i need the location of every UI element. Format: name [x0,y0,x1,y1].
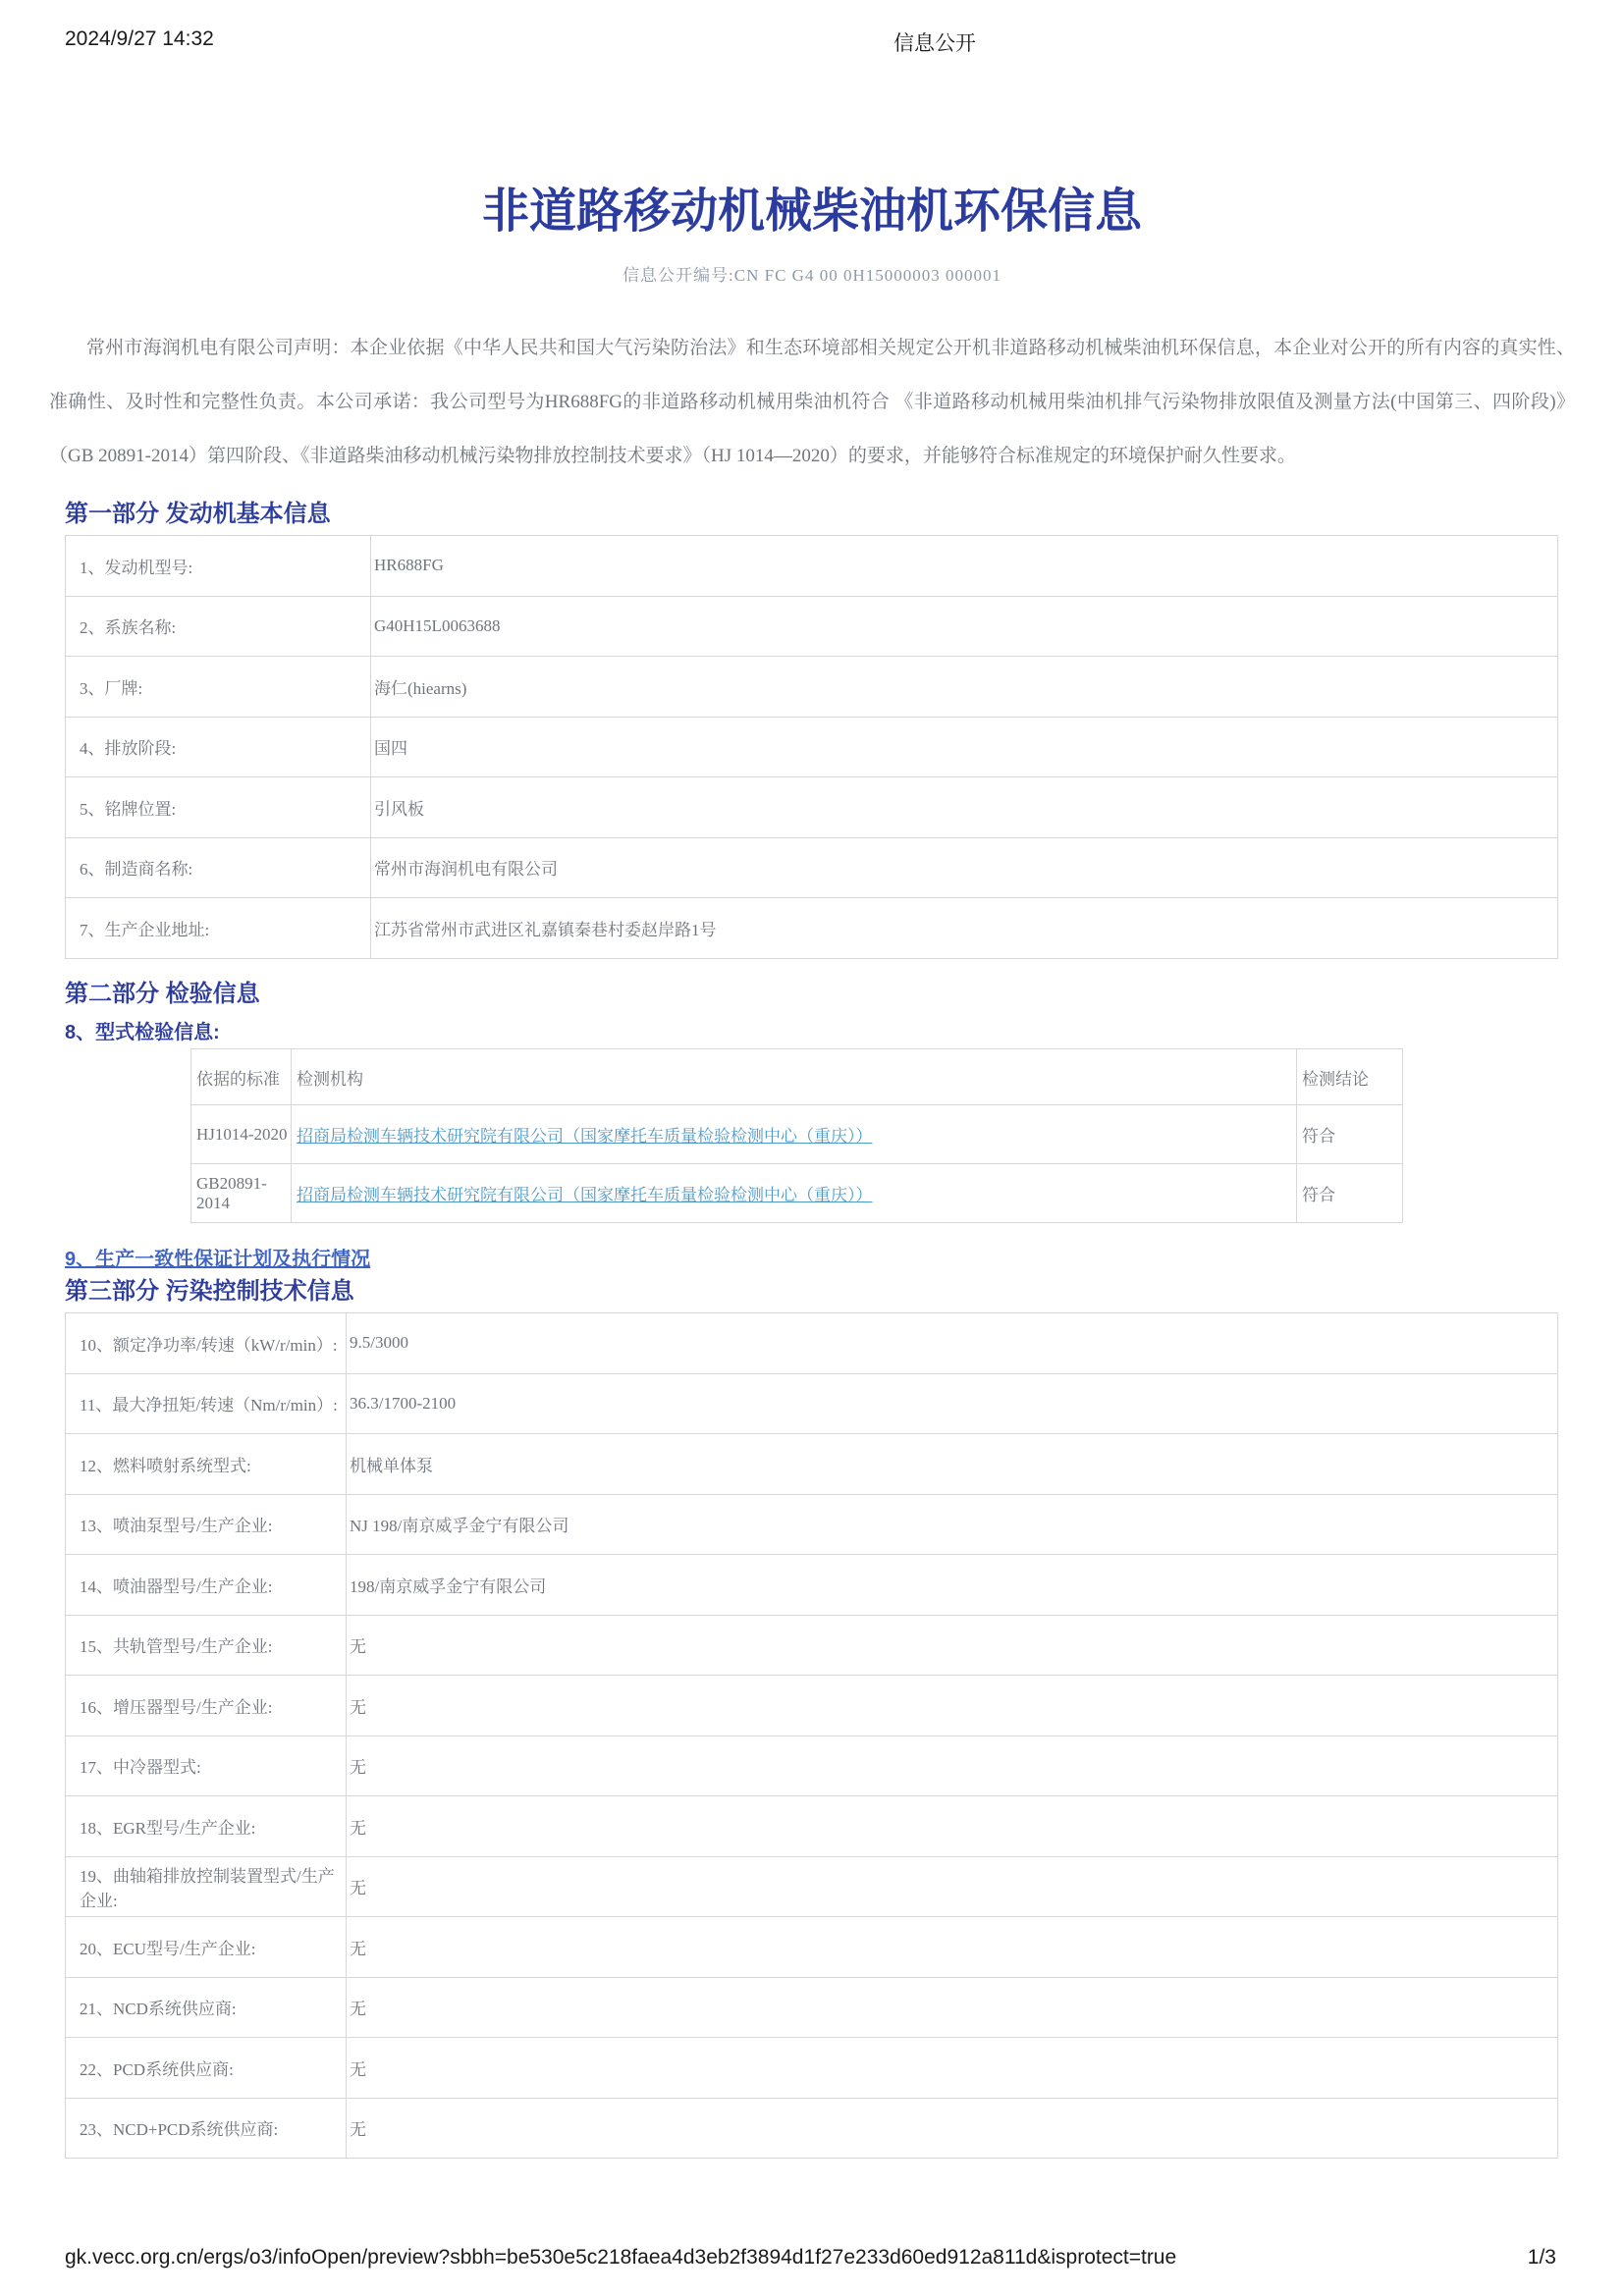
table-row [66,1735,1558,1796]
table-row [66,1917,1558,1978]
table-row [66,1977,1558,2038]
table-row [66,657,1558,718]
agency-link[interactable]: 招商局检测车辆技术研究院有限公司（国家摩托车质量检验检测中心（重庆）） [297,1127,873,1146]
column-header-standard: 依据的标准 [191,1049,292,1105]
table-row [66,898,1558,959]
row-label: 20、ECU型号/生产企业: [66,1917,347,1978]
row-value: 36.3/1700-2100 [347,1373,1558,1434]
footer-page-indicator: 1/3 [1527,2246,1556,2269]
page-title: 非道路移动机械柴油机环保信息 [481,186,1142,238]
row-label: 4、排放阶段: [66,717,371,777]
type-test-subheading: 8、型式检验信息: [65,1022,220,1043]
table-row [66,1313,1558,1374]
engine-info-table [65,535,1558,959]
section2-heading: 第二部分 检验信息 [65,981,260,1007]
table-row [66,596,1558,657]
print-datetime: 2024/9/27 14:32 [65,27,214,50]
footer-url: gk.vecc.org.cn/ergs/o3/infoOpen/preview?sbbh=be530e5c218faea4d3eb2f3894d1f27e233d60ed912a811d&isprotect=true [65,2246,1177,2269]
table-row [66,2038,1558,2099]
row-label: 22、PCD系统供应商: [66,2038,347,2099]
print-header-title: 信息公开 [893,32,976,55]
row-label: 6、制造商名称: [66,837,371,898]
row-label: 5、铭牌位置: [66,777,371,838]
row-value: 无 [347,2038,1558,2099]
pollution-control-table [65,1312,1558,2159]
table-row [66,777,1558,838]
row-value: 无 [347,1856,1558,1917]
row-value: 江苏省常州市武进区礼嘉镇秦巷村委赵岸路1号 [371,898,1558,959]
row-label: 13、喷油泵型号/生产企业: [66,1494,347,1555]
table-row [66,1373,1558,1434]
row-value: HR688FG [371,536,1558,597]
row-value: 机械单体泵 [347,1434,1558,1495]
table-row [191,1164,1403,1223]
row-value: 引风板 [371,777,1558,838]
table-row [191,1105,1403,1164]
result-cell: 符合 [1297,1105,1403,1164]
table-row [66,1434,1558,1495]
row-value: 9.5/3000 [347,1313,1558,1374]
type-test-table [190,1048,1403,1223]
section1-heading: 第一部分 发动机基本信息 [65,501,331,527]
row-value: 无 [347,1917,1558,1978]
agency-cell [292,1164,1297,1223]
row-label: 14、喷油器型号/生产企业: [66,1555,347,1616]
row-label: 2、系族名称: [66,596,371,657]
result-cell: 符合 [1297,1164,1403,1223]
row-label: 15、共轨管型号/生产企业: [66,1615,347,1676]
row-value: 198/南京威孚金宁有限公司 [347,1555,1558,1616]
table-row [66,837,1558,898]
row-label: 3、厂牌: [66,657,371,718]
row-label: 23、NCD+PCD系统供应商: [66,2098,347,2159]
row-value: G40H15L0063688 [371,596,1558,657]
section3-heading: 第三部分 污染控制技术信息 [65,1278,354,1305]
row-value: NJ 198/南京威孚金宁有限公司 [347,1494,1558,1555]
row-value: 无 [347,1735,1558,1796]
production-conformity-link[interactable]: 9、生产一致性保证计划及执行情况 [65,1249,371,1270]
row-label: 18、EGR型号/生产企业: [66,1796,347,1857]
row-label: 1、发动机型号: [66,536,371,597]
table-row [66,1676,1558,1736]
table-row [66,1856,1558,1917]
column-header-result: 检测结论 [1297,1049,1403,1105]
column-header-agency: 检测机构 [292,1049,1297,1105]
table-row [66,1796,1558,1857]
table-row [66,536,1558,597]
standard-cell: GB20891-2014 [191,1164,292,1223]
table-row [66,1494,1558,1555]
table-header-row [191,1049,1403,1105]
row-value: 无 [347,2098,1558,2159]
row-value: 无 [347,1615,1558,1676]
declaration-paragraph: 常州市海润机电有限公司声明：本企业依据《中华人民共和国大气污染防治法》和生态环境部相关规定公开机非道路移动机械柴油机环保信息，本企业对公开的所有内容的真实性、准确性、及时性和完整性负责。本公司承诺：我公司型号为HR688FG的非道路移动机械用柴油机符合 《非道路移动机械用柴油机排气污染物排放限值及测量方法(中国第三、四阶段)》（GB 20891-2014）第四阶段、《非道路柴油移动机械污染物排放控制技术要求》（HJ 1014—2020）的要求，并能够符合标准规定的环境保护耐久性要求。 [49,338,1575,466]
row-label: 7、生产企业地址: [66,898,371,959]
table-row [66,1615,1558,1676]
agency-link[interactable]: 招商局检测车辆技术研究院有限公司（国家摩托车质量检验检测中心（重庆）） [297,1186,873,1204]
row-value: 无 [347,1676,1558,1736]
row-value: 海仁(hiearns) [371,657,1558,718]
row-value: 常州市海润机电有限公司 [371,837,1558,898]
row-value: 无 [347,1977,1558,2038]
agency-cell [292,1105,1297,1164]
row-value: 国四 [371,717,1558,777]
table-row [66,1555,1558,1616]
row-label: 11、最大净扭矩/转速（Nm/r/min）: [66,1373,347,1434]
doc-number: 信息公开编号:CN FC G4 00 0H15000003 000001 [623,266,1001,285]
row-label: 17、中冷器型式: [66,1735,347,1796]
table-row [66,717,1558,777]
standard-cell: HJ1014-2020 [191,1105,292,1164]
row-value: 无 [347,1796,1558,1857]
row-label: 19、曲轴箱排放控制装置型式/生产企业: [66,1856,347,1917]
table-row [66,2098,1558,2159]
row-label: 12、燃料喷射系统型式: [66,1434,347,1495]
row-label: 10、额定净功率/转速（kW/r/min）: [66,1313,347,1374]
row-label: 21、NCD系统供应商: [66,1977,347,2038]
row-label: 16、增压器型号/生产企业: [66,1676,347,1736]
